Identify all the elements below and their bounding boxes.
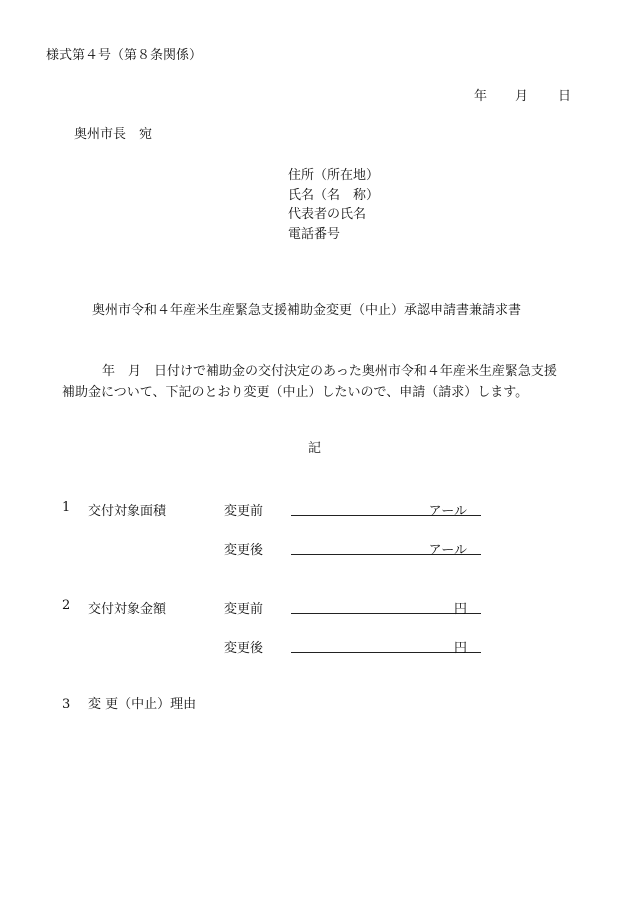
applicant-block xyxy=(288,166,379,244)
addressee: 奥州市長 宛 xyxy=(74,127,153,142)
item-1-label: 交付対象面積 xyxy=(88,504,167,519)
body-line-2: 補助金について、下記のとおり変更（中止）したいので、申請（請求）します。 xyxy=(62,385,529,400)
item-2-before-label: 変更前 xyxy=(224,602,264,617)
item-1-before-unit: アール xyxy=(428,504,467,519)
applicant-address-label: 住所（所在地） xyxy=(288,168,380,183)
date-line xyxy=(474,89,571,105)
date-day-label: 日 xyxy=(558,89,572,104)
item-2-number: 2 xyxy=(62,598,71,613)
ki-heading: 記 xyxy=(308,441,322,456)
item-1-number: 1 xyxy=(62,500,71,515)
item-2-before-row xyxy=(62,598,502,617)
document-title: 奥州市令和４年産米生産緊急支援補助金変更（中止）承認申請書兼請求書 xyxy=(92,303,522,318)
body-line-1: 年 月 日付けで補助金の交付決定のあった奥州市令和４年産米生産緊急支援 xyxy=(102,364,557,379)
item-1-before-label: 変更前 xyxy=(224,504,264,519)
applicant-phone-label: 電話番号 xyxy=(288,226,341,242)
reason-number: 3 xyxy=(62,697,71,712)
reason-row xyxy=(62,697,196,713)
item-1-after-label: 変更後 xyxy=(224,543,264,558)
date-year-label: 年 xyxy=(474,89,488,104)
item-1-after-field[interactable] xyxy=(291,539,481,558)
item-2-before-field[interactable] xyxy=(291,598,481,617)
item-2-label: 交付対象金額 xyxy=(88,602,167,617)
item-1-before-row xyxy=(62,500,502,519)
item-2-after-unit: 円 xyxy=(453,641,467,656)
item-1-before-field[interactable] xyxy=(291,500,481,519)
applicant-name-label: 氏名（名 称） xyxy=(288,187,380,203)
item-2-before-unit: 円 xyxy=(453,602,467,617)
item-2-after-field[interactable] xyxy=(291,637,481,656)
body-text xyxy=(62,361,592,403)
item-2-after-label: 変更後 xyxy=(224,641,264,656)
applicant-representative-label: 代表者の氏名 xyxy=(288,207,367,222)
item-1-after-row xyxy=(62,539,502,558)
item-1-after-unit: アール xyxy=(428,543,467,558)
form-number: 様式第４号（第８条関係） xyxy=(46,48,203,63)
date-month-label: 月 xyxy=(515,89,529,104)
reason-label: 変 更（中止）理由 xyxy=(88,697,197,712)
item-2-after-row xyxy=(62,637,502,656)
